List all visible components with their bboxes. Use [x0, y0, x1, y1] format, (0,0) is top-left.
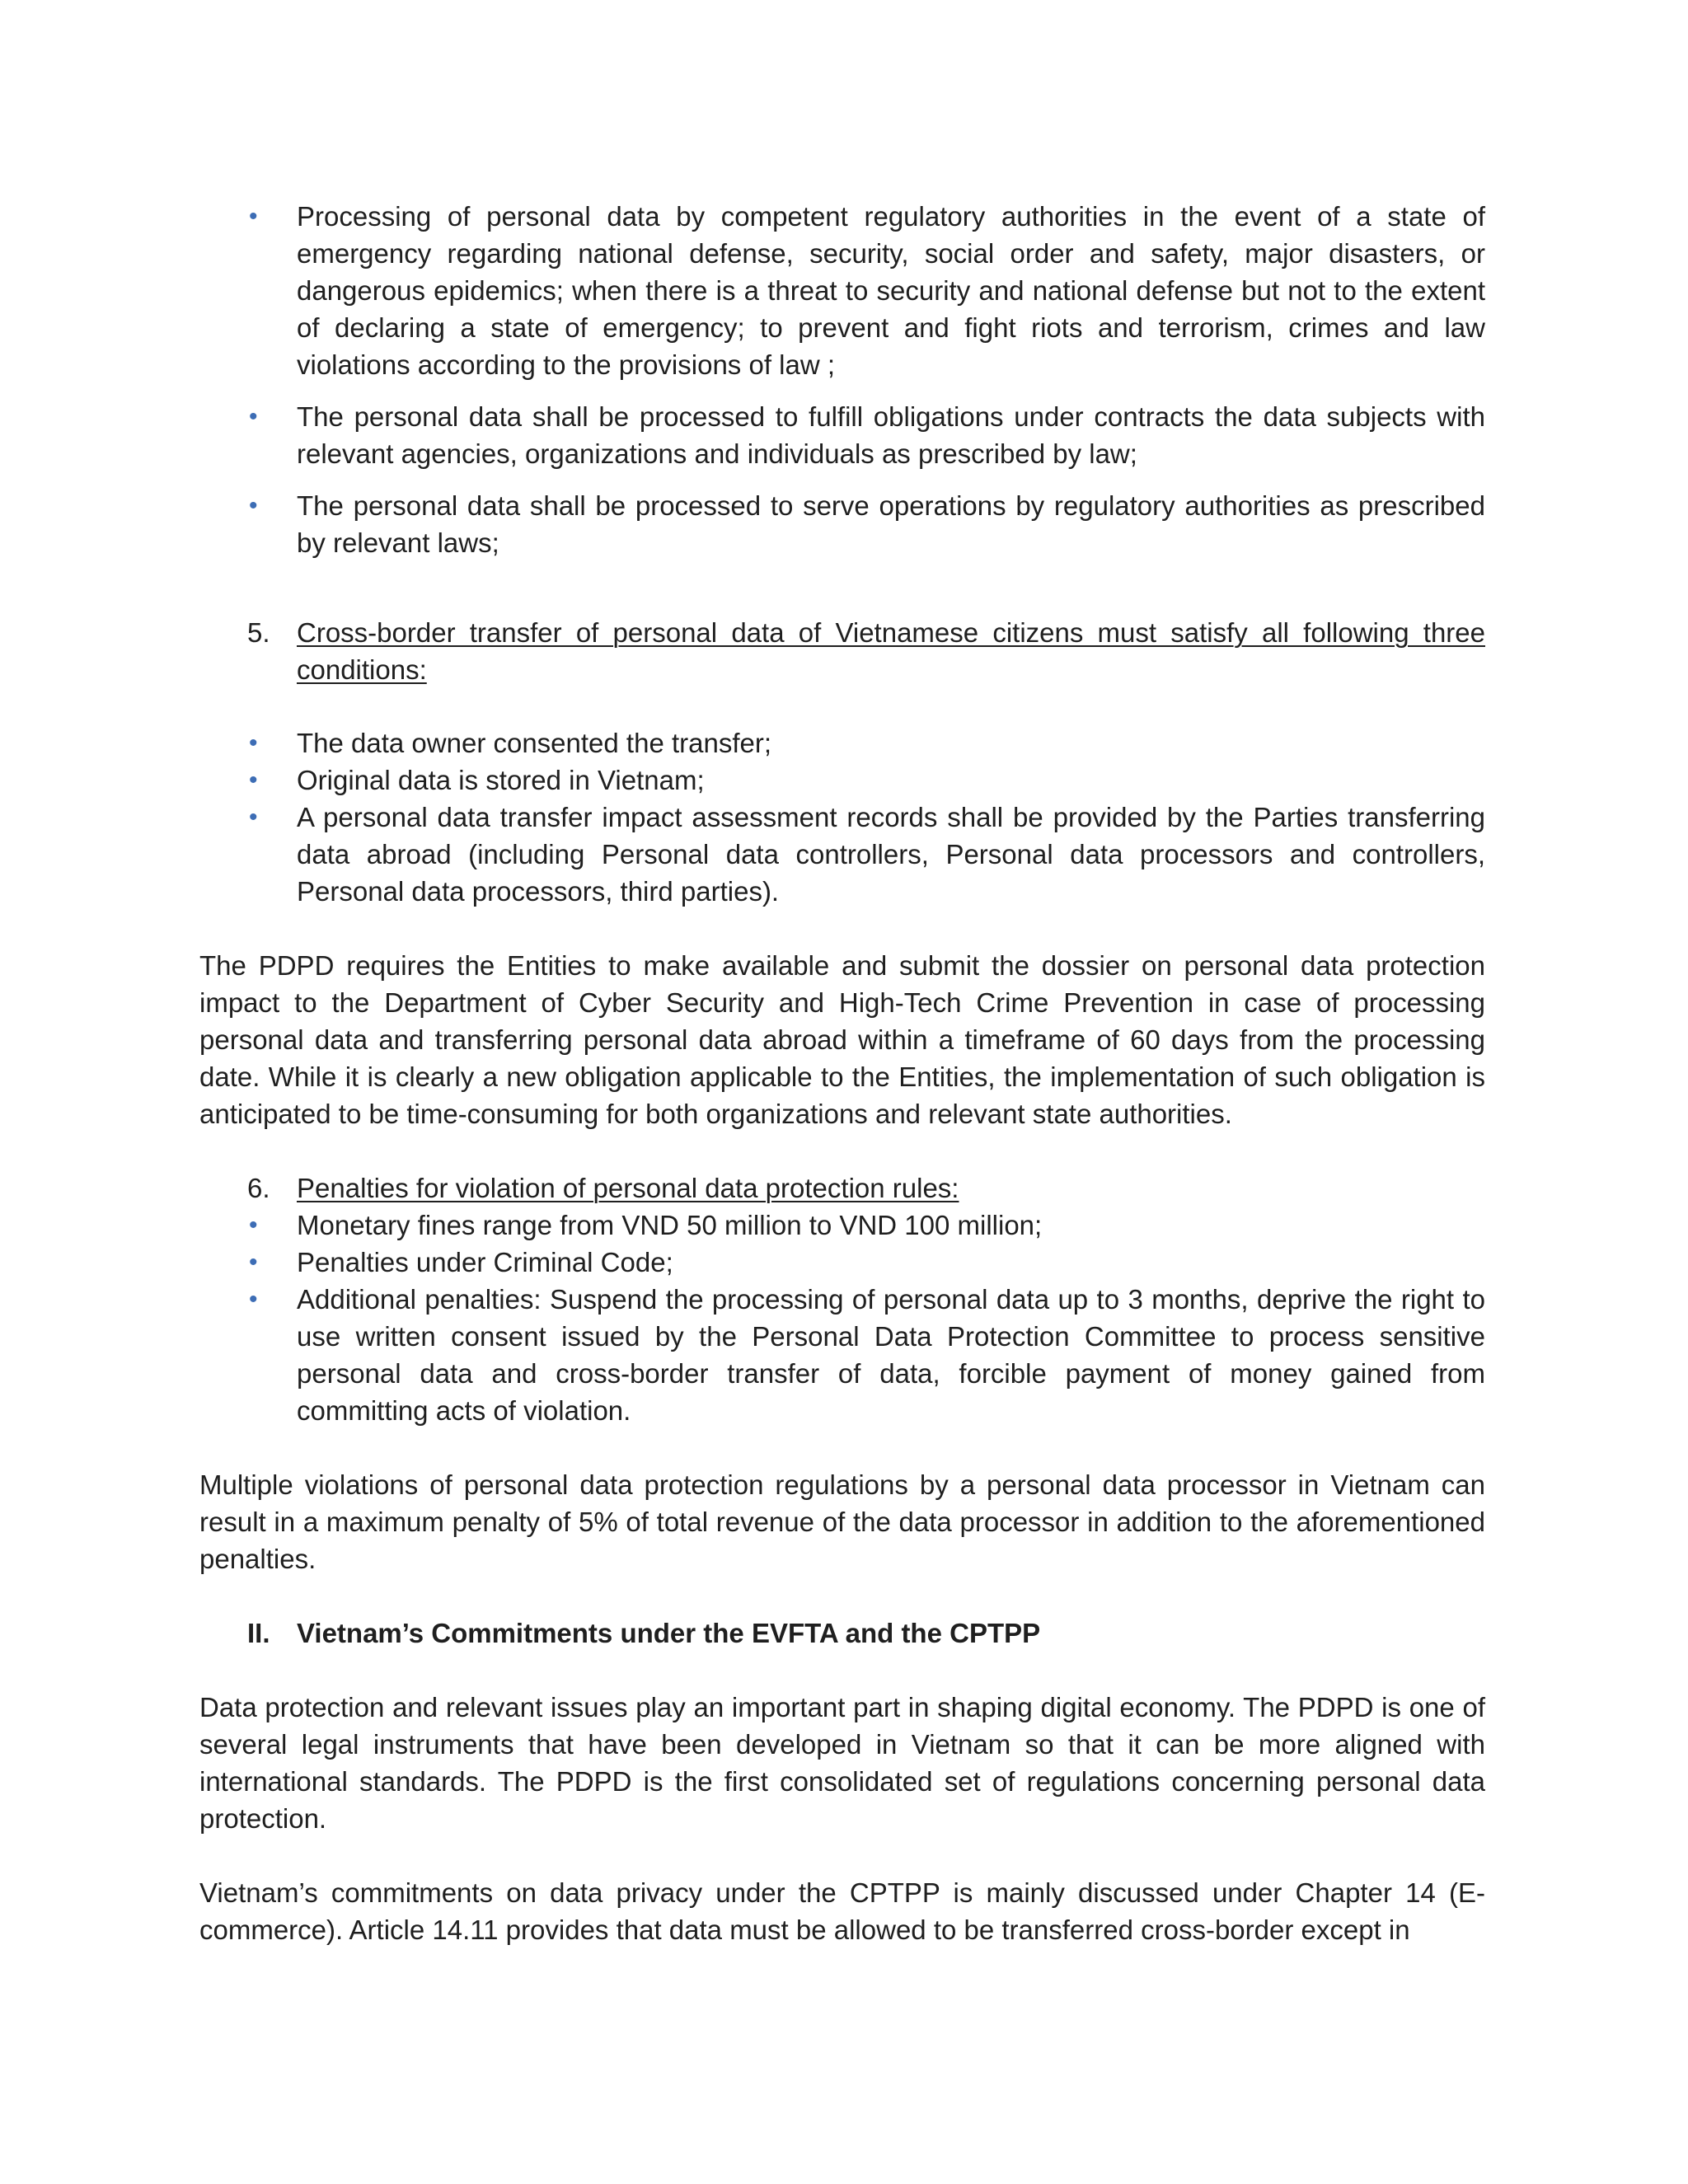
numbered-heading-5	[199, 614, 1485, 688]
item-heading: Penalties for violation of personal data protection rules:	[297, 1173, 959, 1203]
bullet-icon: •	[249, 1286, 258, 1313]
bullet-icon: •	[249, 492, 258, 519]
section-number: II.	[247, 1618, 270, 1648]
list-item-text: The personal data shall be processed to serve operations by regulatory authorities as prescribed by relevant laws;	[297, 490, 1485, 558]
list-item	[249, 1207, 1485, 1244]
item-heading: Cross-border transfer of personal data of Vietnamese citizens must satisfy all following three conditions:	[297, 617, 1485, 685]
section-heading-ii	[199, 1615, 1485, 1652]
bullet-icon: •	[249, 729, 258, 757]
list-item-text: The personal data shall be processed to fulfill obligations under contracts the data subjects with relevant agencies, organizations and individuals as prescribed by law;	[297, 401, 1485, 469]
list-item	[249, 724, 1485, 762]
bullet-icon: •	[249, 766, 258, 794]
multiple-violations-paragraph: Multiple violations of personal data protection regulations by a personal data processor in Vietnam can result in a maximum penalty of 5% of total revenue of the data processor in addition to the aforementioned penalties.	[199, 1469, 1485, 1574]
list-item	[249, 487, 1485, 561]
processing-exceptions-list	[199, 198, 1485, 561]
cptpp-paragraph: Vietnam’s commitments on data privacy under the CPTPP is mainly discussed under Chapter 14 (E-commerce). Article 14.11 provides that data must be allowed to be transferred cross-border except in	[199, 1877, 1485, 1945]
list-item-text: The data owner consented the transfer;	[297, 728, 772, 758]
list-item	[249, 1244, 1485, 1281]
list-item-text: Original data is stored in Vietnam;	[297, 765, 705, 795]
document-page	[199, 198, 1485, 1948]
penalties-list	[199, 1207, 1485, 1429]
bullet-icon: •	[249, 1249, 258, 1276]
list-item	[249, 762, 1485, 799]
bullet-icon: •	[249, 203, 258, 230]
list-item-text: Additional penalties: Suspend the processing of personal data up to 3 months, deprive the right to use written consent issued by the Personal Data Protection Committee to process sensitive personal data and cross-border transfer of data, forcible payment of money gained from committing acts of violation.	[297, 1284, 1485, 1426]
item-number: 5.	[247, 617, 270, 648]
data-protection-paragraph: Data protection and relevant issues play an important part in shaping digital economy. The PDPD is one of several legal instruments that have been developed in Vietnam so that it can be more aligned with international standards. The PDPD is the first consolidated set of regulations concerning personal data protection.	[199, 1692, 1485, 1834]
list-item-text: A personal data transfer impact assessment records shall be provided by the Parties transferring data abroad (including Personal data controllers, Personal data processors and controllers, Personal data processors, third parties).	[297, 802, 1485, 907]
bullet-icon: •	[249, 1212, 258, 1239]
pdpd-dossier-paragraph: The PDPD requires the Entities to make available and submit the dossier on personal data protection impact to the Department of Cyber Security and High-Tech Crime Prevention in case of processing personal data and transferring personal data abroad within a timeframe of 60 days from the processing date. While it is clearly a new obligation applicable to the Entities, the implementation of such obligation is anticipated to be time-consuming for both organizations and relevant state authorities.	[199, 950, 1485, 1129]
list-item	[249, 398, 1485, 472]
list-item-text: Penalties under Criminal Code;	[297, 1247, 673, 1277]
list-item-text: Processing of personal data by competent regulatory authorities in the event of a state of emergency regarding national defense, security, social order and safety, major disasters, or dangerous epidemics; when there is a threat to security and national defense but not to the extent of declaring a state of emergency; to prevent and fight riots and terrorism, crimes and law violations according to the provisions of law ;	[297, 201, 1485, 380]
item-number: 6.	[247, 1173, 270, 1203]
list-item-text: Monetary fines range from VND 50 million to VND 100 million;	[297, 1210, 1043, 1240]
bullet-icon: •	[249, 804, 258, 831]
list-item	[249, 799, 1485, 910]
list-item	[249, 1281, 1485, 1429]
section-title: Vietnam’s Commitments under the EVFTA and the CPTPP	[297, 1618, 1041, 1648]
bullet-icon: •	[249, 403, 258, 430]
list-item	[249, 198, 1485, 383]
transfer-conditions-list	[199, 724, 1485, 910]
numbered-heading-6	[199, 1169, 1485, 1207]
